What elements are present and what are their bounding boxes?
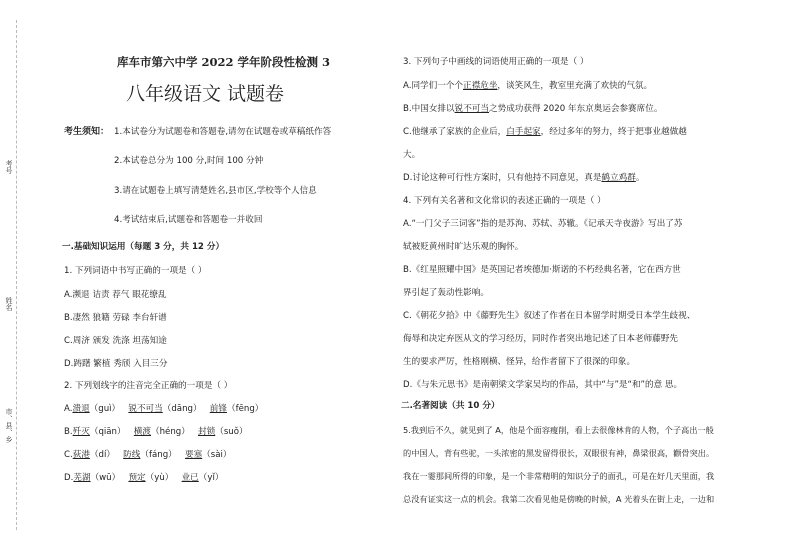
question-4-option-b-1: B.《红星照耀中国》是英国记者埃德加·斯诺的不朽经典名著，它在西方世 [403,265,681,275]
question-1-option-d: D.踌躇 繁植 秀颀 入目三分 [64,359,168,369]
section-2-heading: 二.名著阅读（共 10 分） [401,401,500,411]
option-text: D.讨论这种可行性方案时，只有他持不同意见，真是 [403,173,602,183]
question-1: 1. 下列词语中书写正确的一项是（ ） [64,266,207,276]
option-word: 芜湖 [73,473,91,483]
binding-label-exam-number: 考号 [5,160,13,174]
option-pinyin: （guì） [89,404,121,414]
option-word: 封锁 [198,427,216,437]
question-2-option-a: A.溃退（guì） 锐不可当（dāng） 前锋（fēng） [64,404,264,414]
question-2-option-d: D.芜湖（wū） 预定（yù） 业已（yǐ） [64,473,224,483]
option-pinyin: （yù） [145,473,174,483]
option-word: 防线 [123,450,141,460]
question-1-option-b: B.凄然 狼籍 劳碌 李台轩谱 [64,313,167,323]
question-4-option-c-3: 生的要求严厉，性格刚横、怪异，给作者留下了很深的印象。 [403,357,636,367]
option-text: ，谈笑风生，教室里充满了欢快的气氛。 [497,81,653,91]
question-3-option-b [403,104,662,115]
option-word: 横渡 [133,427,151,437]
option-word: 预定 [128,473,146,483]
question-3: 3. 下列句子中画线的词语使用正确的一项是（ ） [403,57,589,67]
question-4-option-b-2: 界引起了轰动性影响。 [403,288,489,298]
notice-label: 考生须知： [64,127,110,137]
question-3-option-d [403,173,644,184]
notice-3: 3.请在试题卷上填写清楚姓名,县市区,学校等个人信息 [114,186,317,196]
option-pinyin: （wū） [90,473,121,483]
option-text: C.他继承了家族的企业后， [403,127,507,137]
passage-5-line-2: 的中国人，背有些驼，一头浓密的黑发留得很长，双眼很有神，鼻梁很高，颧骨突出。 [403,448,715,458]
notice-2: 2.本试卷总分为 100 分,时间 100 分钟 [114,156,264,166]
underlined-phrase: 鹤立鸡群 [601,173,636,183]
option-word: 锐不可当 [128,404,163,414]
question-3-option-c [403,127,687,138]
option-word: 荻港 [72,450,90,460]
question-4-option-a-1: A.“一门父子三词客”指的是苏洵、苏轼、苏辙。《记承天寺夜游》写出了苏 [403,219,683,229]
binding-label-region: 市、县、乡 [5,408,13,443]
passage-5-line-4: 总没有证实这一点的机会。我第二次看见他是傍晚的时候，A 光着头在街上走，一边和 [403,494,715,504]
question-4-option-c-2: 侮辱和决定弃医从文的学习经历，同时作者突出地记述了日本老师藤野先 [403,334,679,344]
option-pinyin: （héng） [151,427,190,437]
option-pinyin: （yǐ） [198,473,224,483]
question-2-option-c: C.荻港（dí） 防线（fáng） 要塞（sài） [64,450,232,460]
passage-5-line-1: 5.我到后不久，就见到了 A，他是个面容瘦削，看上去很像林肯的人物，个子高出一般 [403,425,714,435]
question-4-option-d-1: D.《与朱元思书》是南朝梁文学家吴均的作品，其中“与”是“和”的意 思。 [403,380,683,390]
exam-title: 八年级语文 试题卷 [126,83,285,105]
binding-line [16,20,17,530]
option-word: 歼灭 [72,427,90,437]
option-pinyin: （dāng） [162,404,202,414]
underlined-phrase: 正襟危坐 [463,81,498,91]
option-text: A.同学们一个个 [403,81,464,91]
binding-label-name: 姓名 [5,297,13,311]
question-4-option-c-1: C.《朝花夕拾》中《藤野先生》叙述了作者在日本留学时期受日本学生歧视、 [403,311,696,321]
section-1-heading: 一.基础知识运用（每题 3 分，共 12 分） [62,242,225,252]
option-text: ，经过多年的努力，终于把事业越做越 [540,127,687,137]
question-1-option-a: A.濒退 诘责 荐气 眼花缭乱 [64,290,167,300]
option-word: 业已 [181,473,199,483]
option-pinyin: （qiān） [89,427,126,437]
option-text: 。 [635,173,645,183]
option-word: 前锋 [209,404,227,414]
option-pinyin: （fáng） [140,450,177,460]
question-4: 4. 下列有关名著和文化常识的表述正确的一项是（ ） [403,196,606,206]
option-pinyin: （suǒ） [215,427,248,437]
underlined-phrase: 锐不可当 [454,104,489,114]
option-pinyin: （dí） [89,450,115,460]
passage-5-line-3: 我在一霎那间所得的印象，是一个非常精明的知识分子的面孔，可是在好几天里面，我 [403,471,715,481]
school-title: 库车市第六中学 2022 学年阶段性检测 3 [117,55,331,69]
question-1-option-c: C.周济 颁发 洗涤 坦荡知途 [64,336,167,346]
question-2: 2. 下列划线字的注音完全正确的一项是（ ） [64,381,233,391]
option-text: 之势成功获得 2020 年东京奥运会参赛席位。 [489,104,663,114]
option-word: 溃退 [72,404,90,414]
question-4-option-a-2: 轼被贬黄州时旷达乐观的胸怀。 [403,242,524,252]
notice-1: 1.本试卷分为试题卷和答题卷,请勿在试题卷或草稿纸作答 [114,127,332,137]
option-word: 要塞 [184,450,203,460]
notice-4: 4.考试结束后,试题卷和答题卷一并收回 [114,215,263,225]
option-pinyin: （fēng） [226,404,264,414]
underlined-phrase: 白手起家 [506,127,541,137]
question-2-option-b: B.歼灭（qiān） 横渡（héng） 封锁（suǒ） [64,427,248,437]
option-text: B.中国女排以 [403,104,455,114]
question-3-option-a [403,81,652,92]
option-pinyin: （sài） [202,450,232,460]
question-3-option-c-cont: 大。 [403,150,421,160]
